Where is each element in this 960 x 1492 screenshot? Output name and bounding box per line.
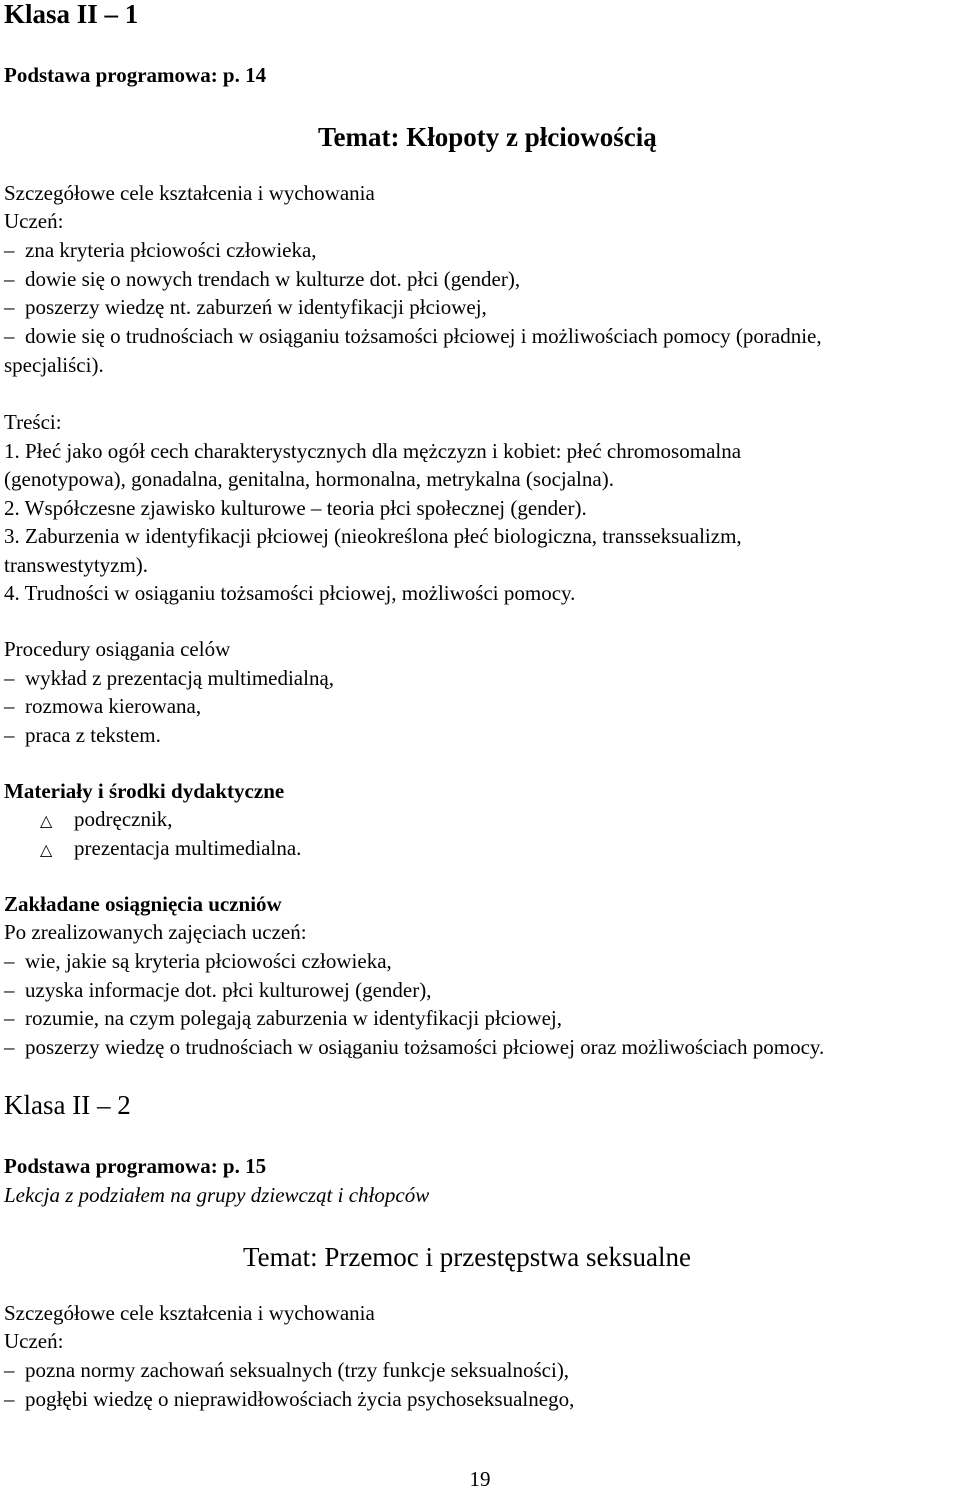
- content-heading: Treści:: [4, 410, 62, 434]
- procedure-item: – rozmowa kierowana,: [4, 696, 201, 717]
- lesson-topic: Temat: Przemoc i przestępstwa seksualne: [243, 1242, 691, 1272]
- outcomes-intro: Po zrealizowanych zajęciach uczeń:: [4, 920, 307, 944]
- goal-item: – zna kryteria płciowości człowieka,: [4, 240, 317, 261]
- content-line: 1. Płeć jako ogół cech charakterystycznych dla mężczyzn i kobiet: płeć chromosomalna: [4, 439, 742, 463]
- content-line: 3. Zaburzenia w identyfikacji płciowej (nieokreślona płeć biologiczna, transseksualizm,: [4, 524, 742, 548]
- content-line: 2. Współczesne zjawisko kulturowe – teoria płci społecznej (gender).: [4, 496, 587, 520]
- outcome-item: – uzyska informacje dot. płci kulturowej (gender),: [4, 980, 431, 1001]
- procedures-heading: Procedury osiągania celów: [4, 637, 231, 661]
- student-label: Uczeń:: [4, 1329, 64, 1353]
- program-basis: Podstawa programowa: p. 14: [4, 63, 267, 87]
- content-line: 4. Trudności w osiąganiu tożsamości płciowej, możliwości pomocy.: [4, 581, 576, 605]
- goal-item: – dowie się o nowych trendach w kulturze dot. płci (gender),: [4, 269, 520, 290]
- triangle-bullet-icon: △: [40, 813, 53, 830]
- materials-heading: Materiały i środki dydaktyczne: [4, 779, 285, 803]
- triangle-bullet-icon: △: [40, 842, 53, 859]
- program-basis: Podstawa programowa: p. 15: [4, 1154, 267, 1178]
- section-heading: Klasa II – 2: [4, 1090, 131, 1120]
- outcome-item: – rozumie, na czym polegają zaburzenia w identyfikacji płciowej,: [4, 1008, 562, 1029]
- material-label: prezentacja multimedialna.: [74, 836, 302, 860]
- student-label: Uczeń:: [4, 209, 64, 233]
- outcomes-heading: Zakładane osiągnięcia uczniów: [4, 892, 282, 916]
- material-item: [40, 809, 173, 830]
- content-line: transwestytyzm).: [4, 553, 149, 577]
- goals-heading: Szczegółowe cele kształcenia i wychowania: [4, 1301, 375, 1325]
- outcome-item: – poszerzy wiedzę o trudnościach w osiąganiu tożsamości płciowej oraz możliwościach pomocy.: [4, 1037, 824, 1058]
- goal-item: – pozna normy zachowań seksualnych (trzy funkcje seksualności),: [4, 1360, 569, 1381]
- outcome-item: – wie, jakie są kryteria płciowości człowieka,: [4, 951, 392, 972]
- section-heading: Klasa II – 1: [4, 0, 139, 29]
- page-number: 19: [469, 1467, 491, 1491]
- goals-heading: Szczegółowe cele kształcenia i wychowania: [4, 181, 375, 205]
- goal-item: – poszerzy wiedzę nt. zaburzeń w identyfikacji płciowej,: [4, 297, 487, 318]
- material-label: podręcznik,: [74, 807, 173, 831]
- goal-item: – dowie się o trudnościach w osiąganiu tożsamości płciowej i możliwościach pomocy (poradnie,: [4, 326, 822, 347]
- content-line: (genotypowa), gonadalna, genitalna, hormonalna, metrykalna (socjalna).: [4, 467, 614, 491]
- procedure-item: – wykład z prezentacją multimedialną,: [4, 668, 334, 689]
- goal-item-continuation: specjaliści).: [4, 353, 104, 377]
- procedure-item: – praca z tekstem.: [4, 725, 161, 746]
- lesson-topic: Temat: Kłopoty z płciowością: [318, 122, 657, 152]
- goal-item: – pogłębi wiedzę o nieprawidłowościach życia psychoseksualnego,: [4, 1389, 574, 1410]
- material-item: [40, 838, 301, 859]
- lesson-note: Lekcja z podziałem na grupy dziewcząt i chłopców: [4, 1183, 430, 1207]
